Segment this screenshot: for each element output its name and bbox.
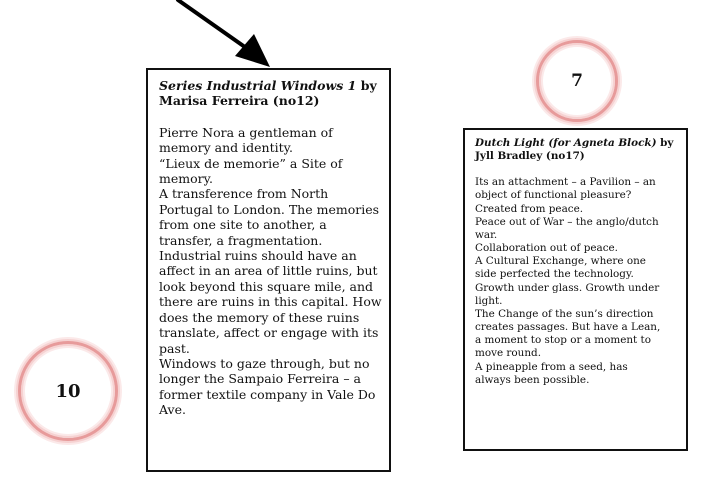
body-line: transfer, a fragmentation. [159,232,323,248]
card-body-text [159,124,382,418]
artist-credit: Jyll Bradley (no17) [475,150,585,163]
body-line: A transference from North [159,186,329,202]
body-line: longer the Sampaio Ferreira – a [159,371,361,387]
body-line: A pineapple from a seed, has [475,360,628,373]
card-title [159,78,379,109]
body-line: object of functional pleasure? [475,189,632,202]
body-line: does the memory of these ruins [159,309,360,325]
body-line: Portugal to London. The memories [159,201,380,217]
number-badge-10 [18,341,118,441]
body-line: Growth under glass. Growth under [475,281,660,294]
body-line: memory and identity. [159,140,293,156]
body-line: A Cultural Exchange, where one [475,255,646,268]
body-line: a moment to stop or a moment to [475,334,651,347]
body-line: Peace out of War – the anglo/dutch [475,215,659,228]
body-line: always been possible. [475,373,590,386]
body-line: affect in an area of little ruins, but [159,263,378,279]
title-by: by [656,137,674,149]
body-line: Ave. [159,402,186,418]
body-line: former textile company in Vale Do [159,386,376,402]
artwork-title: Series Industrial Windows 1 [159,78,357,93]
body-line: look beyond this square mile, and [159,278,374,294]
artwork-card-industrial-windows [146,68,391,472]
body-line: “Lieux de memorie” a Site of [159,155,343,171]
body-line: Industrial ruins should have an [159,248,357,264]
card-title [475,137,678,163]
artwork-card-dutch-light [463,128,688,451]
body-line: The Change of the sun’s direction [475,307,654,320]
card-body-text [475,176,678,387]
body-line: Its an attachment – a Pavilion – an [475,176,656,189]
body-line: side perfected the technology. [475,268,634,281]
body-line: move round. [475,347,541,360]
body-line: Pierre Nora a gentleman of [159,124,333,140]
body-line: creates passages. But have a Lean, [475,321,661,334]
body-line: war. [475,228,498,241]
body-line: Created from peace. [475,202,584,215]
body-line: memory. [159,171,213,187]
number-badge-7 [536,40,618,122]
body-line: Collaboration out of peace. [475,242,618,255]
body-line: translate, affect or engage with its [159,325,379,341]
body-line: there are ruins in this capital. How [159,294,382,310]
title-by: by [356,78,377,93]
artwork-title: Dutch Light (for Agneta Block) [475,137,657,149]
body-line: past. [159,340,190,356]
artist-credit: Marisa Ferreira (no12) [159,93,320,109]
body-line: Windows to gaze through, but no [159,355,370,371]
body-line: from one site to another, a [159,217,327,233]
badge-number: 7 [571,71,583,91]
body-line: light. [475,294,503,307]
badge-number: 10 [55,380,81,402]
